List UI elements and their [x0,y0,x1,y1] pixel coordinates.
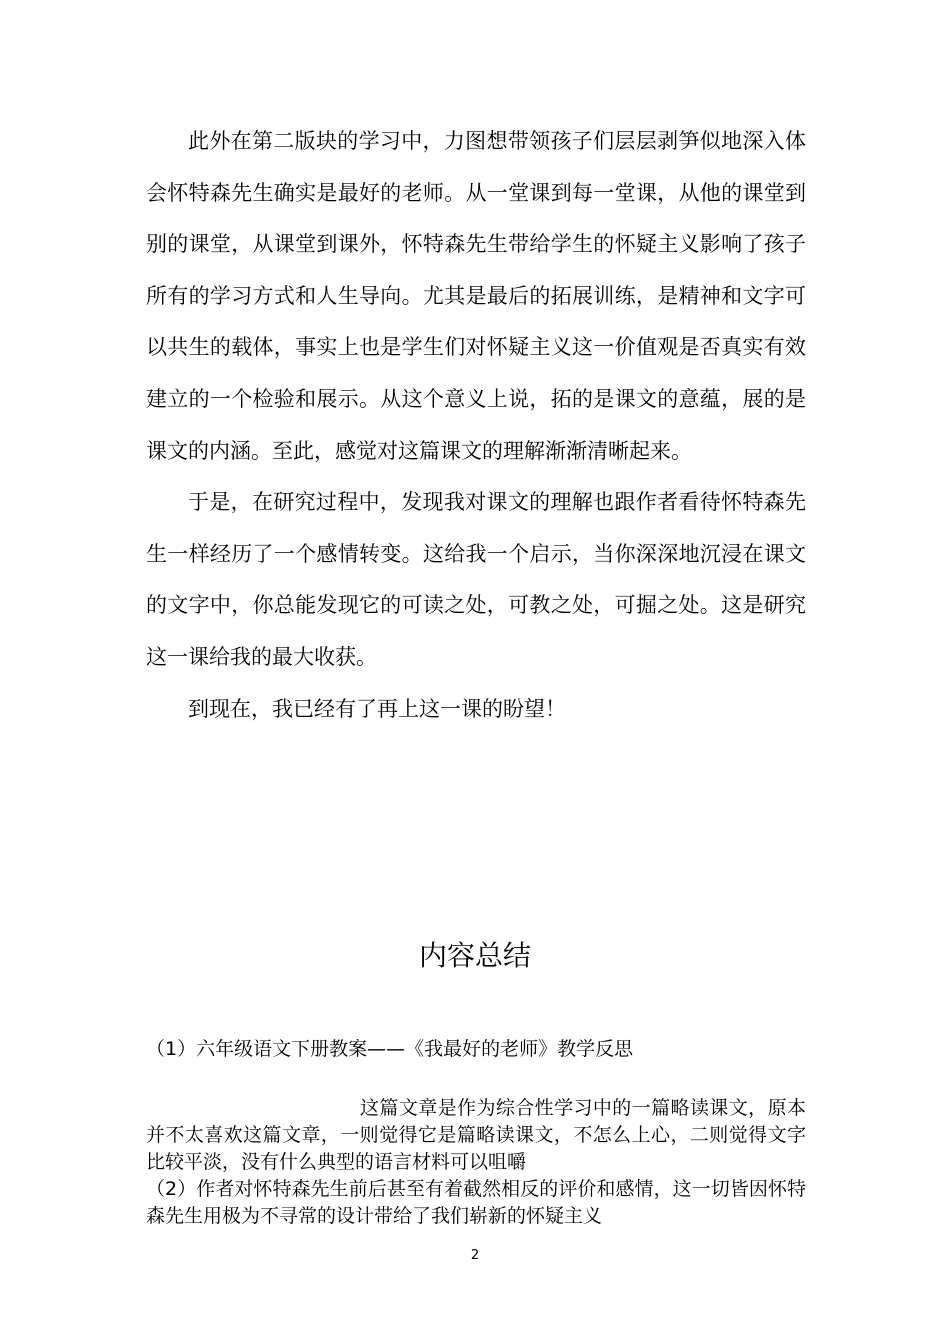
page-number: 2 [470,1248,480,1263]
summary-quote: 这篇文章是作为综合性学习中的一篇略读课文，原本并不太喜欢这篇文章，一则觉得它是篇略读课文，不怎么上心，二则觉得文字比较平淡，没有什么典型的语言材料可以咀嚼 [146,1097,806,1173]
summary-title: 内容总结 [418,939,531,972]
paragraph-3: 到现在，我已经有了再上这一课的盼望！ [188,696,566,721]
body-text [146,116,806,735]
paragraph-2: 于是，在研究过程中，发现我对课文的理解也跟作者看待怀特森先生一样经历了一个感情转变。这给我一个启示，当你深深地沉浸在课文的文字中，你总能发现它的可读之处，可教之处，可掘之处。这是研究这一课给我的最大收获。 [146,490,806,669]
summary-section [146,1036,806,1230]
paragraph-1: 此外在第二版块的学习中，力图想带领孩子们层层剥笋似地深入体会怀特森先生确实是最好的老师。从一堂课到每一堂课，从他的课堂到别的课堂，从课堂到课外，怀特森先生带给学生的怀疑主义影响了孩子所有的学习方式和人生导向。尤其是最后的拓展训练，是精神和文字可以共生的载体，事实上也是学生们对怀疑主义这一价值观是否真实有效建立的一个检验和展示。从这个意义上说，拓的是课文的意蕴，展的是课文的内涵。至此，感觉对这篇课文的理解渐渐清晰起来。 [146,129,806,463]
summary-item-1: （1）六年级语文下册教案——《我最好的老师》教学反思 [146,1038,634,1060]
summary-item-2: （2）作者对怀特森先生前后甚至有着截然相反的评价和感情，这一切皆因怀特森先生用极为不寻常的设计带给了我们崭新的怀疑主义 [146,1178,806,1227]
